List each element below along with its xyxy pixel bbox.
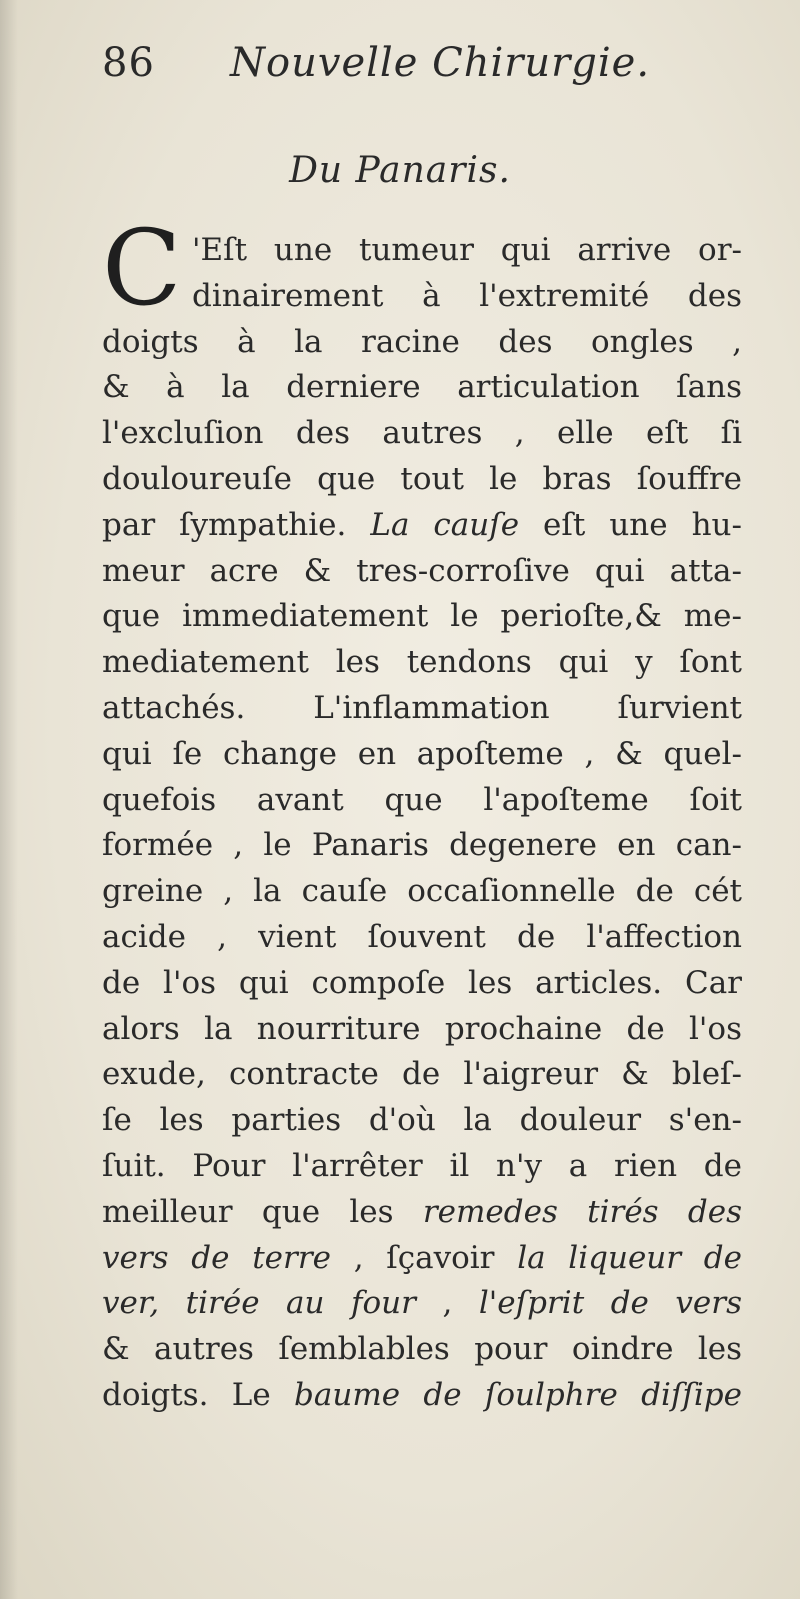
text-segment: meilleur que les [102,1193,423,1230]
text-line: acide , vient ſouvent de l'affection [102,918,742,955]
text-segment: eſt une hu- [519,506,742,543]
text-line: mediatement les tendons qui y ſont [102,644,742,681]
italic-segment: ver, tirée au four [102,1285,416,1322]
italic-segment: remedes tirés des [422,1193,742,1230]
italic-segment: l'eſprit de vers [478,1285,742,1322]
italic-segment: baume de ſoulphre diſſipe [294,1376,742,1413]
text-line: meur acre & tres-corroſive qui atta- [102,552,742,589]
page-header [102,40,702,100]
page-gutter-shadow [0,0,18,1599]
opening-paragraph-start [102,207,742,329]
text-line: exude, contracte de l'aigreur & bleſ- [102,1056,742,1093]
text-line: l'excluſion des autres , elle eſt ſi [102,415,742,452]
text-segment: , [415,1285,479,1322]
text-line-mixed [102,1190,742,1236]
text-line: formée , le Panaris degenere en can- [102,827,742,864]
text-line: doigts à la racine des ongles , [102,323,742,360]
italic-segment: vers de terre [102,1239,331,1276]
text-line: 'Eſt une tumeur qui arrive or- [192,232,742,268]
text-segment: par ſympathie. [102,506,371,543]
section-title: Du Panaris. [289,150,511,191]
text-line: & à la derniere articulation ſans [102,369,742,406]
text-line: quefois avant que l'apoſteme ſoit [102,781,742,818]
text-line: qui ſe change en apoſteme , & quel- [102,735,742,772]
text-line: ſe les parties d'où la douleur s'en- [102,1102,742,1139]
text-line: attachés. L'inflammation ſurvient [102,689,742,726]
text-segment: doigts. Le [102,1376,295,1413]
text-line: alors la nourriture prochaine de l'os [102,1010,742,1047]
text-line: ſuit. Pour l'arrêter il n'y a rien de [102,1147,742,1184]
text-line: de l'os qui compoſe les articles. Car [102,964,742,1001]
text-line: greine , la cauſe occaſionnelle de cét [102,873,742,910]
body-text [102,207,742,1419]
text-line: & autres ſemblables pour oindre les [102,1331,742,1368]
text-line: douloureuſe que tout le bras ſouffre [102,460,742,497]
italic-segment: La cauſe [370,506,520,543]
text-line-mixed [102,1281,742,1327]
text-line-mixed [102,1236,742,1282]
running-title: Nouvelle Chirurgie. [230,40,651,86]
text-segment: , ſçavoir [330,1239,518,1276]
text-line-mixed [102,503,742,549]
text-line-mixed [102,1373,742,1419]
drop-cap: C [102,207,182,329]
text-line: que immediatement le perioſte,& me- [102,598,742,635]
first-lines [192,228,742,320]
text-line: dinairement à l'extremité des [192,277,742,314]
page-number: 86 [102,40,155,86]
italic-segment: la liqueur de [517,1239,742,1276]
